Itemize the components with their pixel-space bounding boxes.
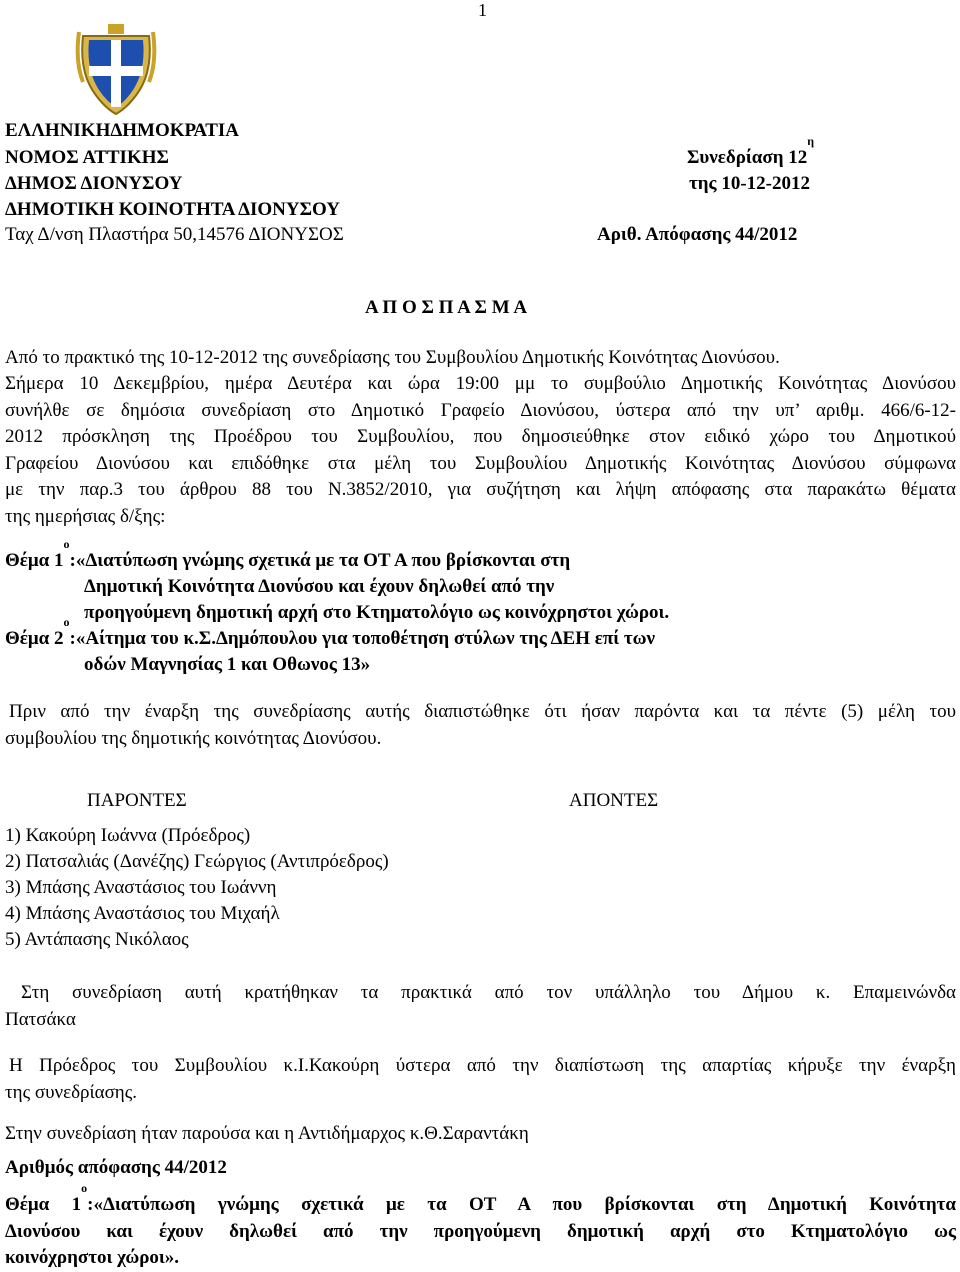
topic-2-line-2: οδών Μαγνησίας 1 και Οθωνος 13» [84,654,371,675]
coat-of-arms-emblem [75,22,157,117]
topic-1-line-3: προηγούμενη δημοτική αρχή στο Κτηματολόγιο ως κοινόχρηστοι χώροι. [84,602,670,623]
present-member: 3) Μπάσης Αναστάσιος του Ιωάννη [5,877,277,898]
present-member: 1) Κακούρη Ιωάννα (Πρόεδρος) [5,825,251,846]
minutes-paragraph: Στη συνεδρίαση αυτή κρατήθηκαν τα πρακτικά από τον υπάλληλο του Δήμου κ. Επαμεινώνδα Πατσάκα [5,982,956,1030]
topic-1-heading: Θέμα $1^o:«\Delta\iota\alpha\tau ύ\pi\omega\sigma\eta$ γνώμης σχετικά με τα ΟΤ Α που βρίσκονται στη [5,537,571,571]
final-topic: Θέμα $1^o:«\Delta\iota\alpha\tau ύ\pi\omega\sigma\eta$ γνώμης σχετικά με τα ΟΤ Α που βρίσκονται στη Δημοτική Κοινότητα Διονύσου και έχουν δηλωθεί από την προηγούμενη δημοτική αρχή στο Κτηματολόγιο ως κοινόχρηστοι χώροι». [5,1181,956,1268]
session-number: Συνεδρίαση $12^\eta$ [687,134,815,168]
present-heading: ΠΑΡΟΝΤΕΣ [87,790,187,811]
header-community: ΔΗΜΟΤΙΚΗ ΚΟΙΝΟΤΗΤΑ ΔΙΟΝΥΣΟΥ [5,199,341,220]
header-address: Ταχ Δ/νση Πλαστήρα 50,14576 ΔΙΟΝΥΣΟΣ [5,224,344,245]
deputy-mayor-note: Στην συνεδρίαση ήταν παρούσα και η Αντιδήμαρχος κ.Θ.Σαραντάκη [5,1123,529,1144]
present-member: 4) Μπάσης Αναστάσιος του Μιχαήλ [5,903,280,924]
header-state: ΕΛΛΗΝΙΚΗΔΗΜΟΚΡΑΤΙΑ [5,120,240,141]
absent-heading: ΑΠΟΝΤΕΣ [569,790,659,811]
present-member: 2) Πατσαλιάς (Δανέζης) Γεώργιος (Αντιπρόεδρος) [5,851,389,872]
session-date: της 10-12-2012 [689,173,810,194]
present-member: 5) Αντάπασης Νικόλαος [5,929,189,950]
quorum-paragraph: Πριν από την έναρξη της συνεδρίασης αυτής διαπιστώθηκε ότι ήσαν παρόντα και τα πέντε (5) μέλη του συμβουλίου της δημοτικής κοινότητας Διονύσου. [5,701,956,749]
decision-number: Αριθμός απόφασης 44/2012 [5,1157,227,1178]
header-prefecture: ΝΟΜΟΣ ΑΤΤΙΚΗΣ [5,147,169,168]
decision-reference: Αριθ. Απόφασης 44/2012 [597,224,798,245]
topic-2-heading: Θέμα $2^o:«Aί\tau\eta\mu\alpha$ του κ.Σ.Δημόπουλου για τοποθέτηση στύλων της ΔΕΗ επί των [5,615,656,649]
intro-line: Από το πρακτικό της 10-12-2012 της συνεδρίασης του Συμβουλίου Δημοτικής Κοινότητας Διονύσου. [5,347,780,368]
page-number: 1 [478,0,487,20]
opening-paragraph: Η Πρόεδρος του Συμβουλίου κ.Ι.Κακούρη ύστερα από την διαπίστωση της απαρτίας κήρυξε την έναρξη της συνεδρίασης. [5,1055,956,1103]
topic-1-line-2: Δημοτική Κοινότητα Διονύσου και έχουν δηλωθεί από την [84,576,555,597]
document-title: Α Π Ο Σ Π Α Σ Μ Α [365,297,528,318]
header-municipality: ΔΗΜΟΣ ΔΙΟΝΥΣΟΥ [5,173,183,194]
intro-paragraph: Σήμερα 10 Δεκεμβρίου, ημέρα Δευτέρα και ώρα 19:00 μμ το συμβούλιο Δημοτικής Κοινότητας Διονύσου συνήλθε σε δημόσια συνεδρίαση στο Δημοτικό Γραφείο Διονύσου, ύστερα από την υπ’ αριθμ. 466/6-12- 2012 πρόσκληση της Προέδρου του Συμβουλίου, που δημοσιεύθηκε στον ειδικό χώρο του Δημοτικού Γραφείου Διονύσου και επιδόθηκε στα μέλη του Συμβουλίου Δημοτικής Κοινότητας Διονύσου σύμφωνα με την παρ.3 του άρθρου 88 του Ν.3852/2010, για συζήτηση και λήψη απόφασης στα παρακάτω θέματα της ημερήσιας δ/ξης: [5,373,956,527]
